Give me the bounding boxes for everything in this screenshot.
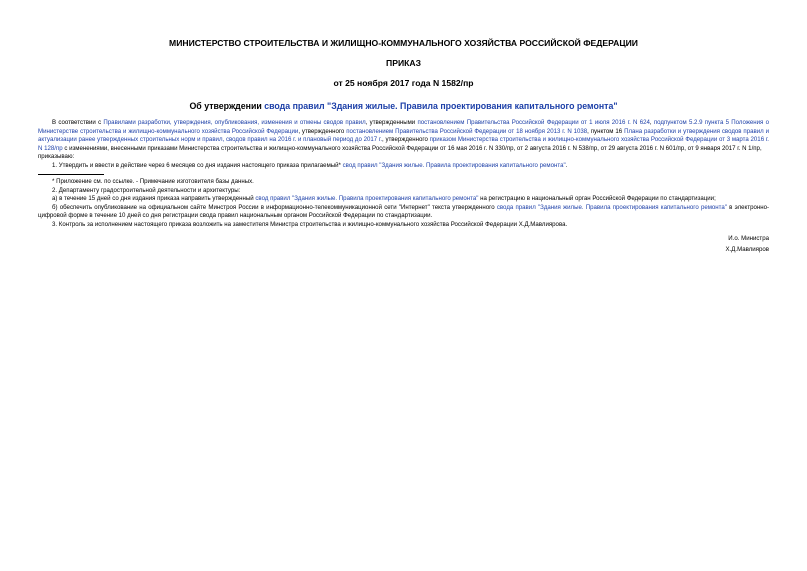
footnote: * Приложение см. по ссылке. - Примечание изготовителя базы данных. xyxy=(52,178,254,186)
item-1-end: . xyxy=(565,161,568,169)
subject-link[interactable]: свода правил "Здания жилые. Правила проектирования капитального ремонта" xyxy=(264,101,618,111)
item-2: 2. Департаменту градостроительной деятельности и архитектуры: xyxy=(52,186,241,194)
link-ministry-regulation[interactable]: подпунктом 5.2.9 пункта 5 Положения о Министерстве строительства и жилищно-коммунального хозяйства Российской Федерации xyxy=(38,119,770,135)
link-government-decree-1038[interactable]: постановлением Правительства Российской Федерации от 18 ноября 2013 г. N 1038 xyxy=(346,127,588,135)
link-code-of-rules[interactable]: свод правил "Здания жилые. Правила проектирования капитального ремонта" xyxy=(342,161,566,169)
item-1-text: 1. Утвердить и ввести в действие через 6 месяцев со дня издания настоящего приказа прилагаемый* xyxy=(52,161,343,169)
signature-block xyxy=(38,233,769,255)
footnote-divider xyxy=(38,174,104,175)
ministry-heading: МИНИСТЕРСТВО СТРОИТЕЛЬСТВА И ЖИЛИЩНО-КОММУНАЛЬНОГО ХОЗЯЙСТВА РОССИЙСКОЙ ФЕДЕРАЦИИ xyxy=(169,38,638,48)
item-1 xyxy=(38,162,769,171)
preamble-text: , утвержденного xyxy=(298,127,347,135)
signature-position: И.о. Министра xyxy=(728,234,769,242)
item-2a-text: а) в течение 15 дней со дня издания приказа направить утвержденный xyxy=(52,195,256,203)
preamble-text: В соответствии с xyxy=(52,119,104,126)
document-subject xyxy=(38,101,769,111)
item-2a xyxy=(38,195,769,204)
subject-prefix: Об утверждении xyxy=(189,101,265,111)
link-code-of-rules[interactable]: свод правил "Здания жилые. Правила проектирования капитального ремонта" xyxy=(255,195,479,203)
document-type: ПРИКАЗ xyxy=(386,58,421,68)
preamble-text: , пунктом 16 xyxy=(587,127,625,135)
item-2b-text: в электронно-цифровой форме в течение 10 дней со дня регистрации свода правил национальным органом Российской Федерации по стандартизации. xyxy=(38,203,770,220)
item-2a-text: на регистрацию в национальный орган Российской Федерации по стандартизации; xyxy=(478,195,716,203)
link-code-of-rules[interactable]: свода правил "Здания жилые. Правила проектирования капитального ремонта" xyxy=(496,203,727,211)
link-rules-development[interactable]: Правилами разработки, утверждения, опубликования, изменения и отмены сводов правил xyxy=(103,119,366,126)
item-3: 3. Контроль за исполнением настоящего приказа возложить на заместителя Министра строительства и жилищно-коммунального хозяйства Российской Федерации Х.Д.Мавлиярова. xyxy=(52,221,568,229)
document-date: от 25 ноября 2017 года N 1582/пр xyxy=(333,78,474,88)
preamble-paragraph xyxy=(38,119,769,153)
signature-name: Х.Д.Мавлияров xyxy=(725,245,769,253)
link-government-decree-624[interactable]: постановлением Правительства Российской Федерации от 1 июля 2016 г. N 624 xyxy=(417,119,650,126)
preamble-text: , xyxy=(649,119,654,126)
link-ministry-order-128[interactable]: приказом Министерства строительства и жилищно-коммунального хозяйства Российской Федерации от 3 марта 2016 г. N 128/пр xyxy=(38,136,769,152)
item-2b xyxy=(38,204,769,221)
link-development-plan[interactable]: Плана разработки и утверждения сводов правил и актуализации ранее утвержденных строительных норм и правил, сводов правил на 2016 г. и плановый период до 2017 г. xyxy=(38,127,769,144)
preamble-text: , утвержденными xyxy=(365,119,418,126)
item-2b-text: б) обеспечить опубликование на официальном сайте Минстроя России в информационно-телекоммуникационной сети "Интернет" текста утвержденного xyxy=(52,203,497,211)
preamble-text: , утвержденного xyxy=(382,136,430,144)
prikazyvayu-line: приказываю: xyxy=(38,153,75,161)
preamble-text: с изменениями, внесенными приказами Министерства строительства и жилищно-коммунального хозяйства Российской Федерации от 16 мая 2016 г. N 330/пр, от 2 августа 2016 г. N 538/пр, от 29 августа 2016 г. N 601/пр, от 9 января 2017 г. N 1/пр, xyxy=(62,144,762,152)
document-body xyxy=(38,119,769,230)
